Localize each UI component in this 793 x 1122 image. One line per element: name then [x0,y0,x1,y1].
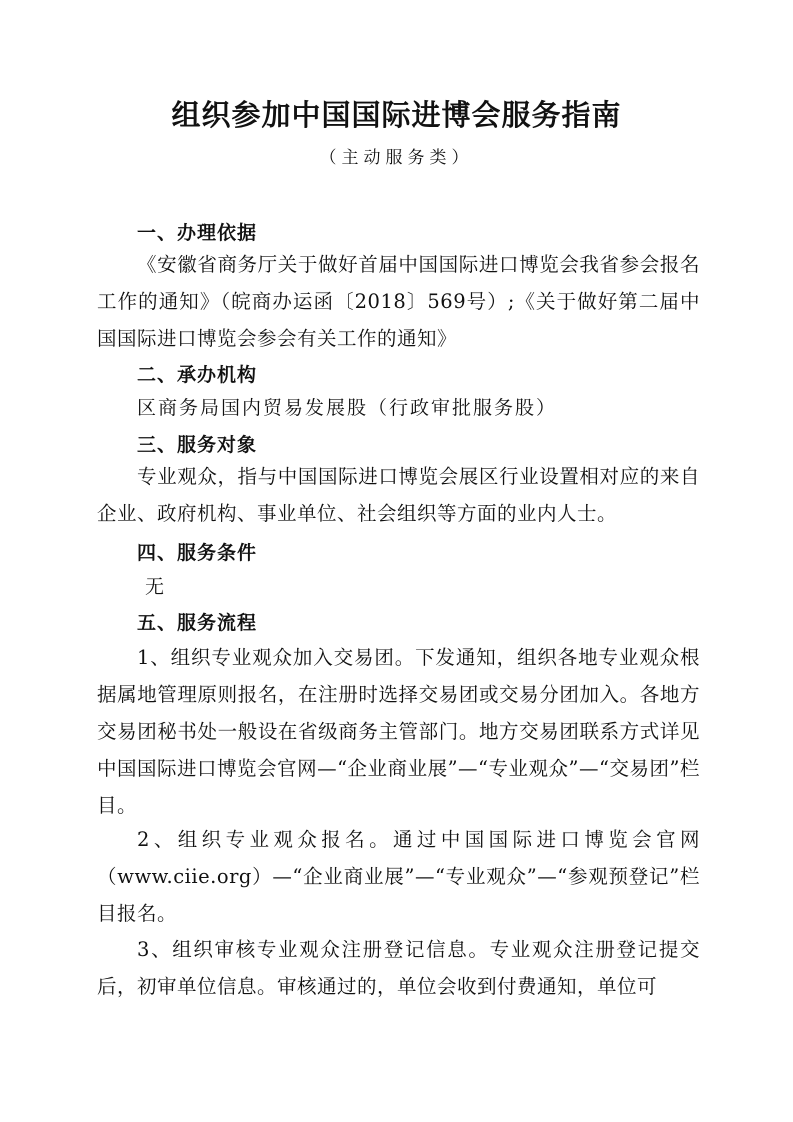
section-heading-basis: 一、办理依据 [137,222,258,244]
page-subtitle: （主动服务类） [319,148,474,168]
section-heading-conditions: 四、服务条件 [137,542,258,564]
section-conditions [97,538,700,565]
section-heading-process: 五、服务流程 [137,612,258,634]
process-step-1-wrap [97,639,700,824]
section-basis-body-wrap [97,246,700,357]
process-step-3-wrap [97,931,700,1005]
section-body-agency: 区商务局国内贸易发展股（行政审批服务股） [137,397,558,419]
section-target-body-wrap [97,458,700,532]
section-process [97,608,700,635]
section-heading-agency: 二、承办机构 [137,364,258,386]
section-body-conditions: 无 [145,576,167,598]
process-step-3: 3、组织审核专业观众注册登记信息。专业观众注册登记提交后，初审单位信息。审核通过的，单位会收到付费通知，单位可 [97,938,700,998]
section-target [97,430,700,457]
section-heading-target: 三、服务对象 [137,434,258,456]
process-step-2: 2、组织专业观众报名。通过中国国际进口博览会官网（www.ciie.org）—“企业商业展”—“专业观众”—“参观预登记”栏目报名。 [97,828,700,925]
section-agency-body-wrap [97,393,700,420]
section-agency [97,360,700,387]
section-basis [97,218,700,245]
page-title: 组织参加中国国际进博会服务指南 [171,98,622,132]
process-step-1: 1、组织专业观众加入交易团。下发通知，组织各地专业观众根据属地管理原则报名，在注册时选择交易团或交易分团加入。各地方交易团秘书处一般设在省级商务主管部门。地方交易团联系方式详见中国国际进口博览会官网—“企业商业展”—“专业观众”—“交易团”栏目。 [97,646,700,817]
section-body-target: 专业观众，指与中国国际进口博览会展区行业设置相对应的来自企业、政府机构、事业单位、社会组织等方面的业内人士。 [97,465,700,525]
section-conditions-body-wrap [97,572,700,599]
section-body-basis: 《安徽省商务厅关于做好首届中国国际进口博览会我省参会报名工作的通知》（皖商办运函〔2018〕569号）;《关于做好第二届中国国际进口博览会参会有关工作的通知》 [97,253,700,350]
process-step-2-wrap [97,821,700,932]
